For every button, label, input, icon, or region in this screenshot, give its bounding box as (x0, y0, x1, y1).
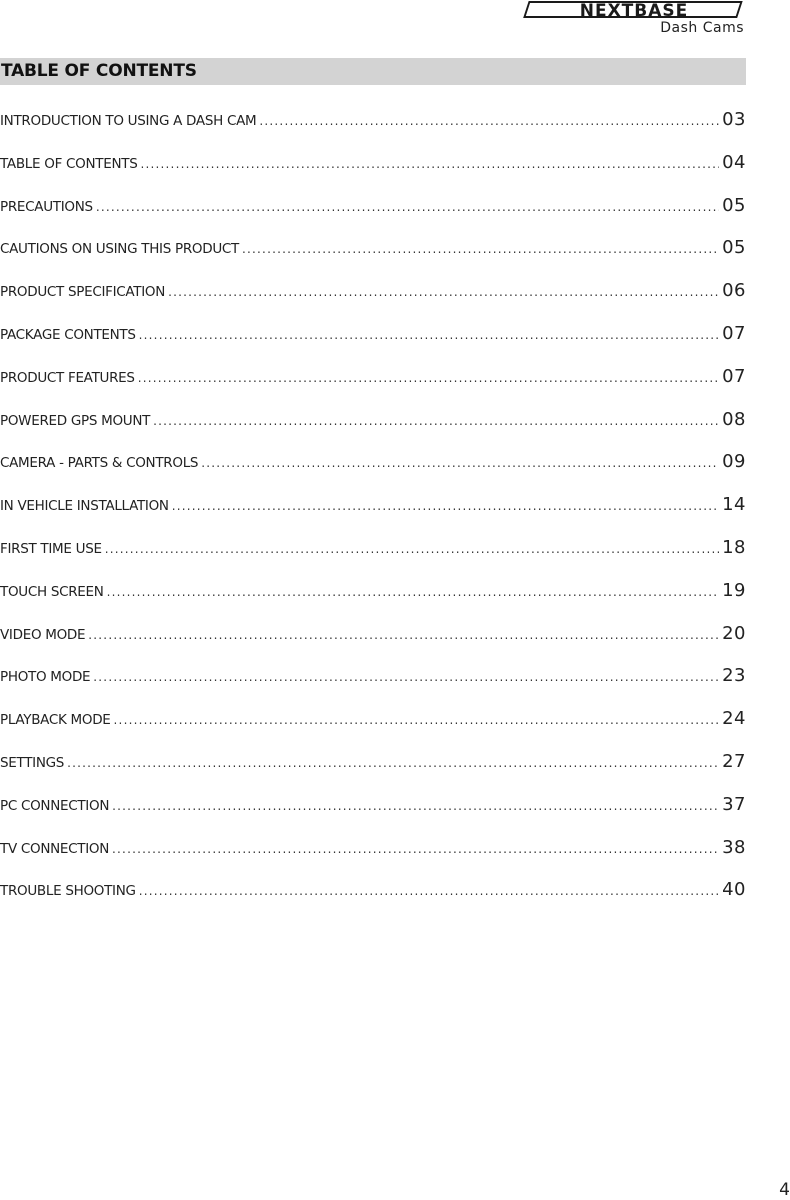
toc-leader-dots (138, 371, 719, 385)
toc-entry-label: TOUCH SCREEN (0, 583, 104, 600)
toc-leader-dots (153, 414, 719, 428)
toc-entry-page: 20 (722, 622, 746, 644)
toc-entry-page: 37 (722, 793, 746, 815)
toc-entry[interactable] (0, 837, 746, 880)
toc-entry-label: CAUTIONS ON USING THIS PRODUCT (0, 241, 239, 258)
nextbase-wordmark (522, 0, 744, 22)
toc-entry-page: 05 (722, 237, 746, 259)
toc-entry-label: PRODUCT FEATURES (0, 369, 135, 386)
toc-entry[interactable] (0, 451, 746, 494)
toc-entry-label: IN VEHICLE INSTALLATION (0, 498, 169, 515)
toc-leader-dots (201, 456, 719, 470)
toc-entry-page: 18 (722, 536, 746, 558)
toc-entry[interactable] (0, 152, 746, 195)
toc-entry-page: 06 (722, 280, 746, 302)
toc-entry[interactable] (0, 537, 746, 580)
toc-entry-page: 27 (722, 750, 746, 772)
toc-entry-page: 38 (722, 836, 746, 858)
toc-leader-dots (93, 670, 719, 684)
toc-entry-label: POWERED GPS MOUNT (0, 412, 151, 429)
toc-entry-label: SETTINGS (0, 754, 65, 771)
toc-entry-page: 40 (722, 879, 746, 901)
toc-entry-page: 24 (722, 708, 746, 730)
toc-leader-dots (139, 328, 719, 342)
toc-entry[interactable] (0, 195, 746, 238)
toc-entry-label: INTRODUCTION TO USING A DASH CAM (0, 113, 257, 129)
table-of-contents (0, 109, 746, 922)
toc-leader-dots (112, 842, 719, 856)
toc-entry[interactable] (0, 794, 746, 837)
toc-entry[interactable] (0, 879, 746, 922)
toc-entry[interactable] (0, 623, 746, 666)
page-title: TABLE OF CONTENTS (1, 61, 197, 81)
toc-entry-page: 08 (722, 408, 746, 430)
toc-entry-label: PHOTO MODE (0, 669, 91, 686)
toc-leader-dots (96, 200, 719, 214)
toc-entry[interactable] (0, 494, 746, 537)
toc-entry-label: VIDEO MODE (0, 626, 86, 643)
toc-leader-dots (67, 756, 719, 770)
toc-leader-dots (107, 585, 720, 599)
toc-leader-dots (105, 542, 719, 556)
toc-entry-page: 09 (722, 451, 746, 473)
toc-leader-dots (88, 628, 719, 642)
page-number: 4 (779, 1180, 790, 1200)
toc-entry-label: PRODUCT SPECIFICATION (0, 284, 166, 301)
toc-entry[interactable] (0, 323, 746, 366)
toc-entry-label: PACKAGE CONTENTS (0, 326, 136, 343)
brand-tagline: Dash Cams (660, 20, 744, 36)
toc-entry-label: CAMERA - PARTS & CONTROLS (0, 455, 199, 472)
toc-leader-dots (140, 157, 719, 171)
toc-entry-label: FIRST TIME USE (0, 540, 102, 557)
brand-text: NEXTBASE (579, 1, 689, 21)
toc-leader-dots (259, 114, 719, 128)
toc-entry[interactable] (0, 665, 746, 708)
toc-entry[interactable] (0, 109, 746, 152)
toc-entry-page: 07 (722, 322, 746, 344)
toc-entry[interactable] (0, 280, 746, 323)
toc-entry-label: PRECAUTIONS (0, 198, 93, 215)
toc-entry-page: 03 (722, 109, 746, 130)
toc-entry-page: 04 (722, 151, 746, 173)
toc-entry[interactable] (0, 237, 746, 280)
toc-entry-page: 19 (722, 579, 746, 601)
toc-leader-dots (172, 499, 719, 513)
toc-entry-label: PC CONNECTION (0, 797, 110, 814)
toc-entry[interactable] (0, 708, 746, 751)
toc-entry[interactable] (0, 366, 746, 409)
toc-leader-dots (114, 713, 720, 727)
toc-entry[interactable] (0, 409, 746, 452)
toc-leader-dots (168, 285, 719, 299)
toc-leader-dots (112, 799, 719, 813)
toc-entry[interactable] (0, 580, 746, 623)
toc-entry-page: 07 (722, 365, 746, 387)
toc-entry[interactable] (0, 751, 746, 794)
section-header-bar (0, 58, 746, 85)
toc-entry-label: PLAYBACK MODE (0, 712, 111, 729)
toc-entry-label: TABLE OF CONTENTS (0, 155, 138, 172)
toc-entry-label: TROUBLE SHOOTING (0, 883, 136, 900)
toc-leader-dots (242, 242, 719, 256)
toc-leader-dots (139, 884, 719, 898)
toc-entry-page: 05 (722, 194, 746, 216)
toc-entry-label: TV CONNECTION (0, 840, 110, 857)
toc-entry-page: 14 (722, 494, 746, 516)
toc-entry-page: 23 (722, 665, 746, 687)
